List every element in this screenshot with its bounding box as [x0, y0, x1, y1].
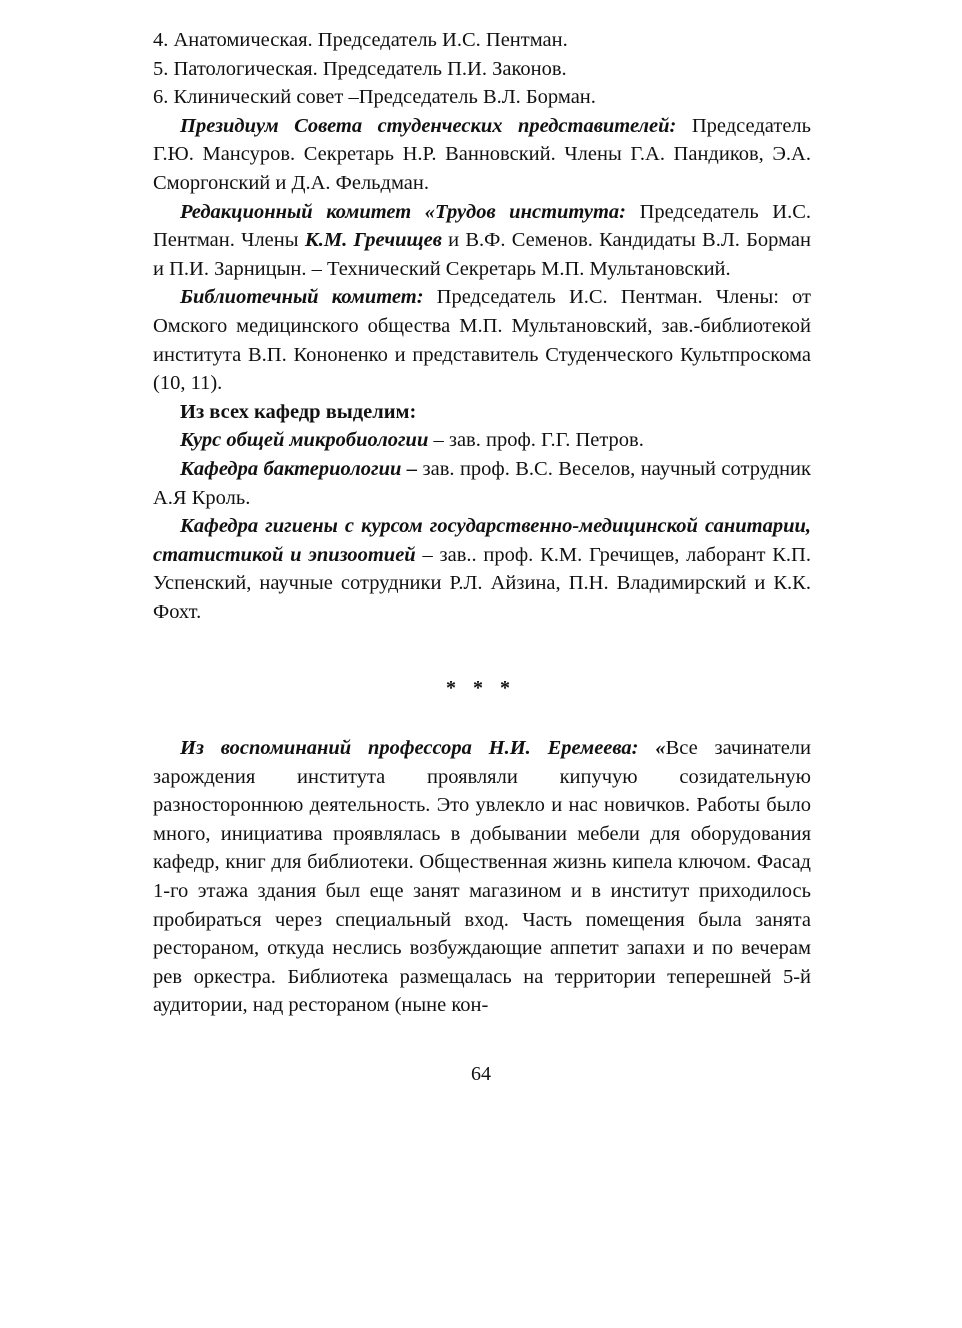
list-item-pathological: 5. Патологическая. Председатель П.И. Законов. — [153, 57, 567, 80]
memoir-block — [153, 734, 811, 1020]
presidium-heading: Президиум Совета студенческих представителей: — [180, 114, 677, 137]
library-heading: Библиотечный комитет: — [180, 286, 424, 309]
microbiology-text: – зав. проф. Г.Г. Петров. — [428, 429, 644, 452]
memoir-text: Все зачинатели зарождения института проявляли кипучую созидательную разностороннюю деятельность. Это увлекло и нас новичков. Работы было много, инициатива проявлялась в добывании мебели для оборудования кафедр, книг для библиотеки. Общественная жизнь кипела ключом. Фасад 1-го этажа здания был еще занят магазином и в институт приходилось пробираться через специальный вход. Часть помещения была занята рестораном, откуда неслись возбуждающие аппетит запахи и по вечерам рев оркестра. Библиотека размещалась на территории теперешней 5-й аудитории, над рестораном (ныне кон- — [153, 737, 811, 1017]
bacteriology-paragraph — [153, 455, 811, 512]
editorial-heading: Редакционный комитет «Трудов института: — [180, 200, 626, 223]
presidium-text: Председатель Г.Ю. Мансуров. Секретарь Н.Р. Ванновский. Члены Г.А. Пандиков, Э.А. Сморгонский и Д.А. Фельдман. — [153, 114, 811, 194]
hygiene-heading: Кафедра гигиены с курсом государственно-медицинской санитарии, статистикой и эпизоотией — [153, 515, 811, 566]
library-text: Председатель И.С. Пентман. Члены: от Омского медицинского общества М.П. Мультановский, зав.-библиотекой института В.П. Кононенко и представитель Студенческого Культпроскома (10, 11). — [153, 286, 811, 395]
memoir-paragraph — [153, 734, 811, 1020]
list-item-anatomical: 4. Анатомическая. Председатель И.С. Пентман. — [153, 29, 568, 51]
editorial-member: К.М. Гречищев — [304, 229, 442, 252]
hygiene-text: – зав.. проф. К.М. Гречищев, лаборант К.П. Успенский, научные сотрудники Р.Л. Айзина, П.Н. Владимирский и К.К. Фохт. — [153, 543, 811, 623]
bacteriology-text: зав. проф. В.С. Веселов, научный сотрудник А.Я Кроль. — [153, 457, 811, 509]
presidium-paragraph — [153, 112, 811, 198]
memoir-heading: Из воспоминаний профессора Н.И. Еремеева: « — [180, 737, 666, 759]
microbiology-paragraph — [153, 426, 811, 455]
editorial-text-1: Председатель И.С. Пентман. Члены — [153, 200, 811, 252]
microbiology-heading: Курс общей микробиологии — [180, 429, 429, 452]
main-text-block — [153, 26, 811, 626]
departments-intro: Из всех кафедр выделим: — [180, 400, 417, 423]
editorial-paragraph — [153, 198, 811, 284]
library-paragraph — [153, 283, 811, 397]
section-separator: * * * — [446, 677, 516, 699]
hygiene-paragraph — [153, 512, 811, 626]
page-number: 64 — [471, 1063, 491, 1085]
bacteriology-heading: Кафедра бактериологии – — [180, 457, 418, 480]
editorial-text-2: и В.Ф. Семенов. Кандидаты В.Л. Борман и П.И. Зарницын. – Технический Секретарь М.П. Мультановский. — [153, 229, 811, 280]
list-item-clinical-council: 6. Клинический совет –Председатель В.Л. Борман. — [153, 86, 596, 109]
